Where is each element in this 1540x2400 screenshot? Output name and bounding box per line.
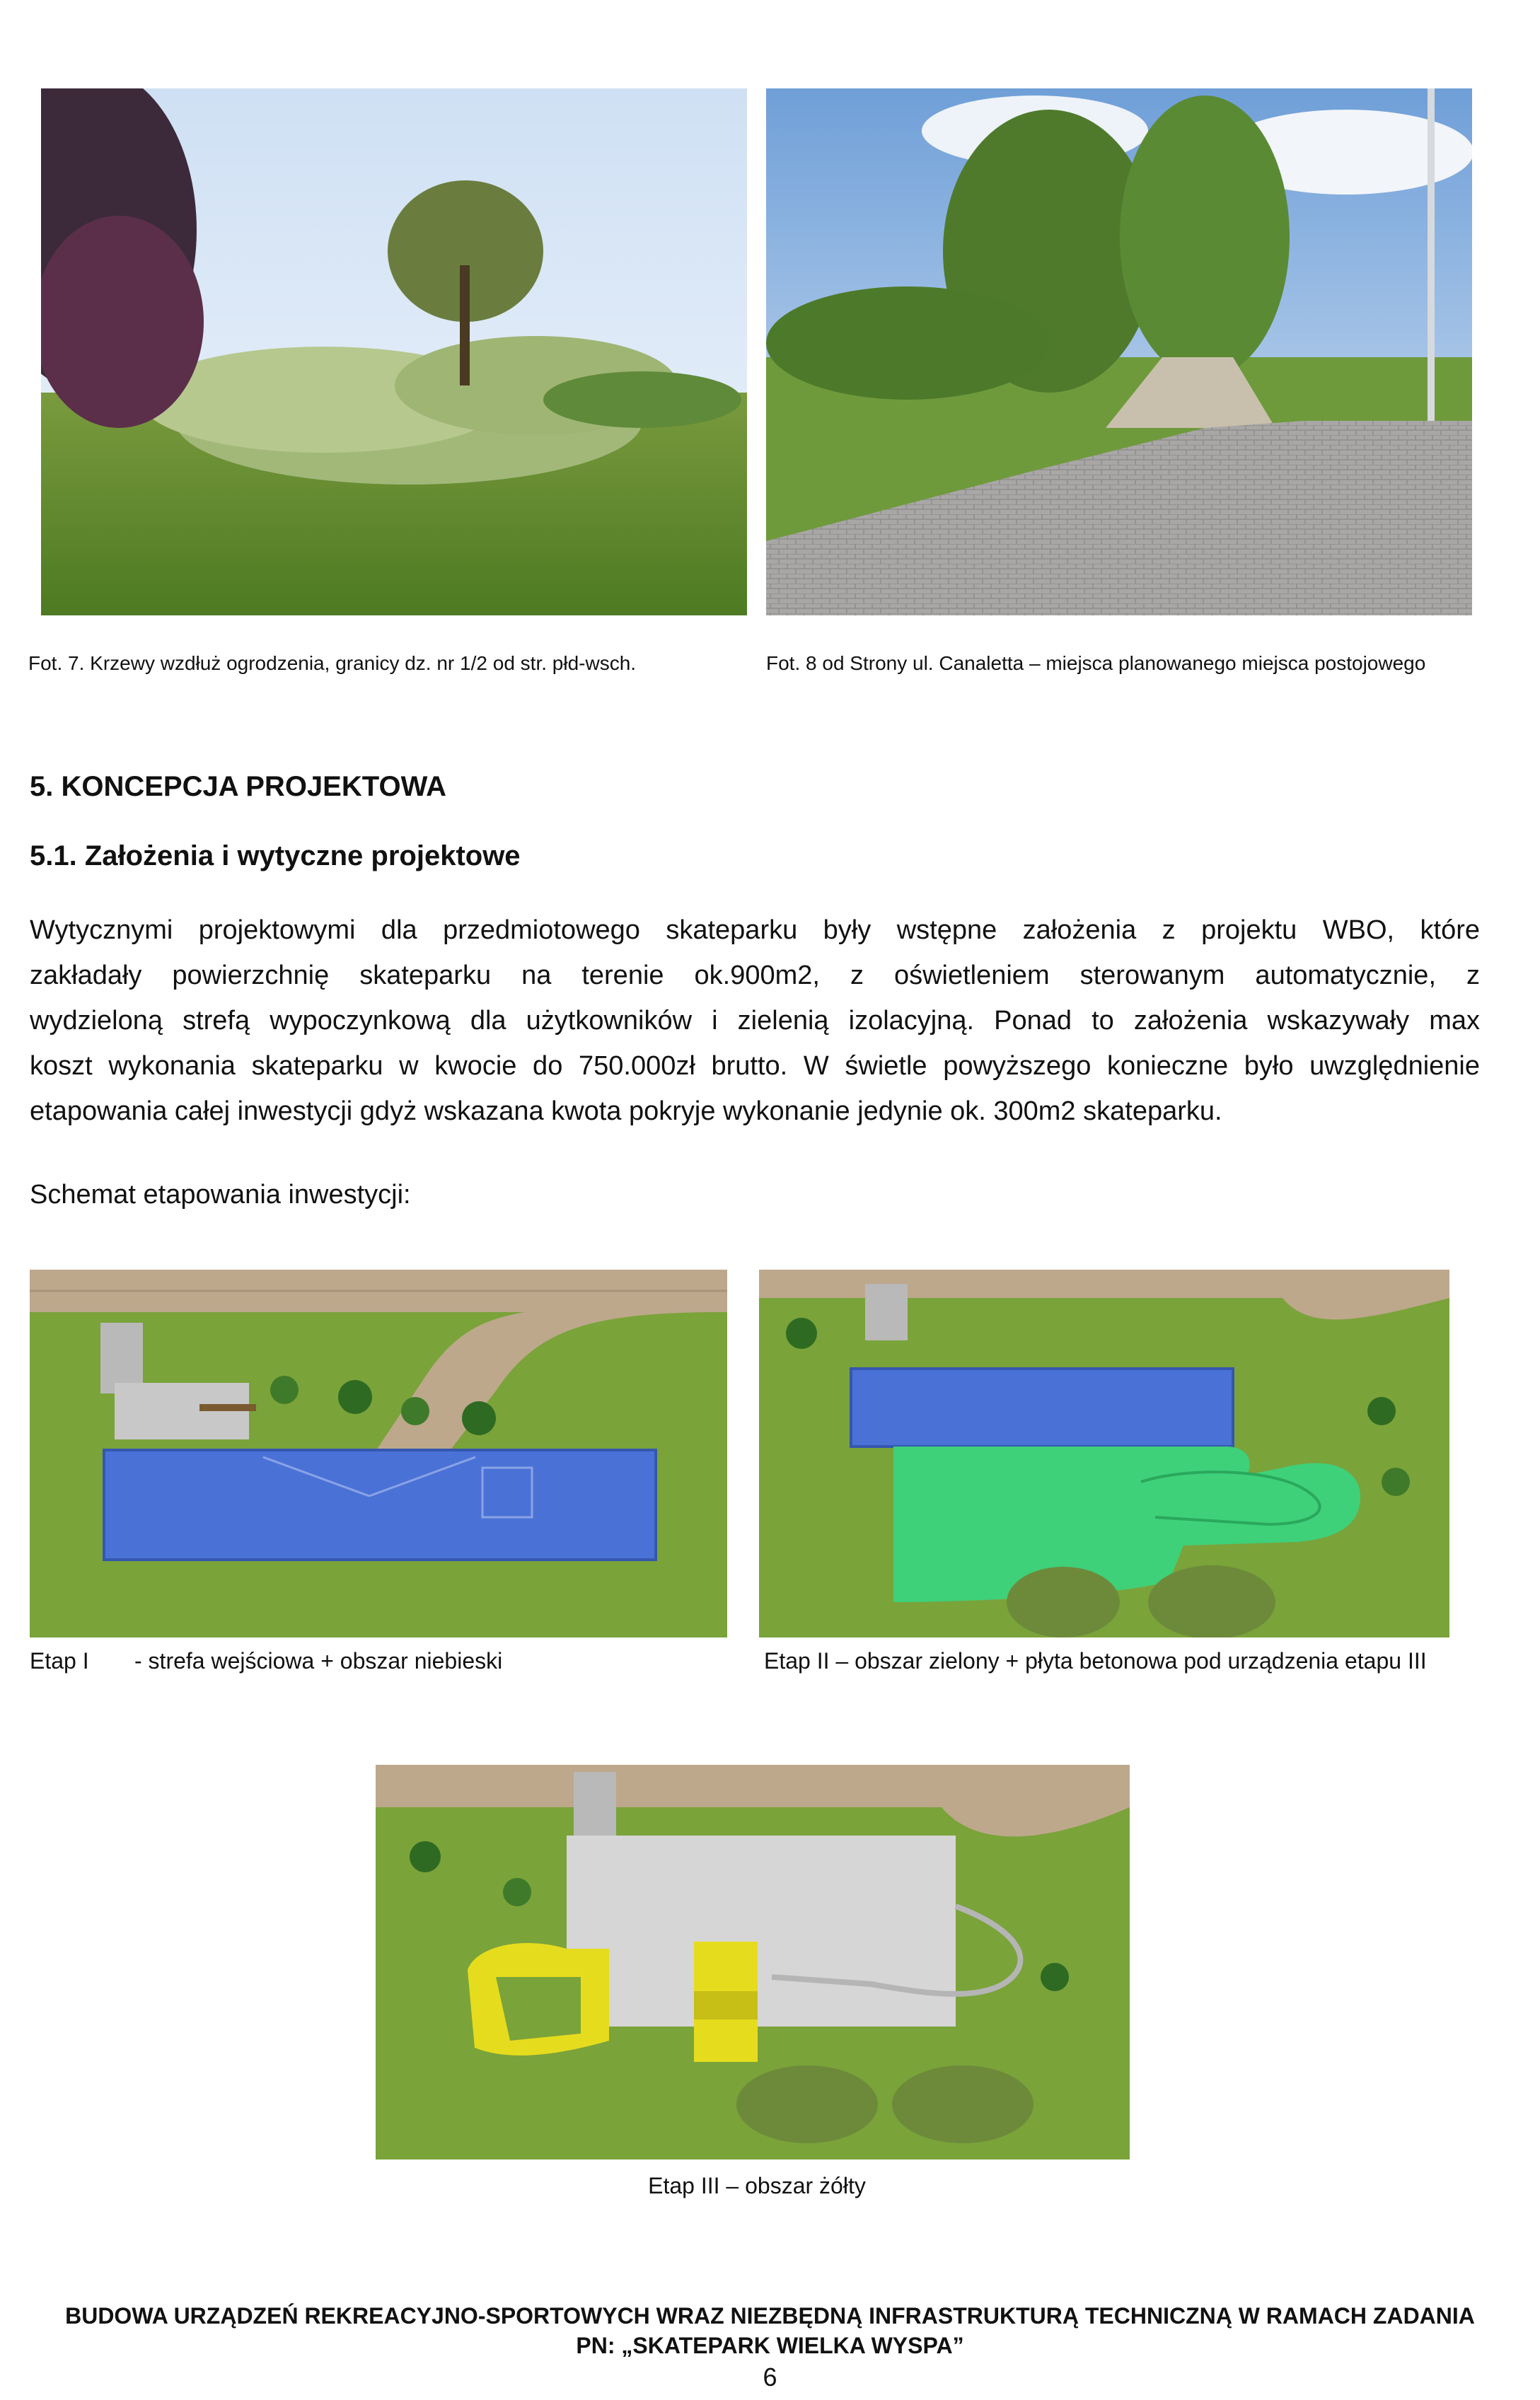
project-guidelines-paragraph xyxy=(30,908,1480,1134)
section-title: 5. KONCEPCJA PROJEKTOWA xyxy=(30,771,447,802)
photo-caption-7: Fot. 7. Krzewy wzdłuż ogrodzenia, granicy dz. nr 1/2 od str. płd-wsch. xyxy=(28,652,637,674)
paragraph-line: Wytycznymi projektowymi dla przedmiotowego skateparku były wstępne założenia z projektu WBO, które xyxy=(30,915,1480,945)
paragraph-line: wydzieloną strefą wypoczynkową dla użytkowników i zielenią izolacyjną. Ponad to założenia wskazywały max xyxy=(30,1006,1480,1036)
schema-heading: Schemat etapowania inwestycji: xyxy=(30,1180,411,1210)
stage-1-description: - strefa wejściowa + obszar niebieski xyxy=(134,1648,503,1674)
footer-title-line1: BUDOWA URZĄDZEŃ REKREACYJNO-SPORTOWYCH WRAZ NIEZBĘDNĄ INFRASTRUKTURĄ TECHNICZNĄ W RAMACH ZADANIA xyxy=(65,2303,1475,2329)
stage-3-plan xyxy=(376,1765,1130,2160)
stage-2-plan xyxy=(759,1270,1449,1637)
stage-1-plan xyxy=(30,1270,727,1637)
stage-1-label: Etap I xyxy=(30,1648,89,1674)
photo-shrubs xyxy=(41,88,747,615)
paragraph-line: zakładały powierzchnię skateparku na terenie ok.900m2, z oświetleniem sterowanym automatycznie, z xyxy=(30,961,1480,990)
stage-2-label: Etap II – obszar zielony + płyta betonowa pod urządzenia etapu III xyxy=(764,1648,1427,1674)
section-subtitle: 5.1. Założenia i wytyczne projektowe xyxy=(30,840,521,871)
photo-caption-8: Fot. 8 od Strony ul. Canaletta – miejsca planowanego miejsca postojowego xyxy=(766,652,1426,674)
paragraph-line: etapowania całej inwestycji gdyż wskazana kwota pokryje wykonanie jedynie ok. 300m2 skateparku. xyxy=(30,1096,1222,1126)
paragraph-line: koszt wykonania skateparku w kwocie do 750.000zł brutto. W świetle powyższego konieczne było uwzględnienie xyxy=(30,1051,1480,1081)
footer-title-line2: PN: „SKATEPARK WIELKA WYSPA” xyxy=(576,2333,964,2358)
stage-3-label: Etap III – obszar żółty xyxy=(648,2173,866,2198)
photo-parking-area xyxy=(766,88,1472,615)
page-number: 6 xyxy=(763,2363,777,2392)
